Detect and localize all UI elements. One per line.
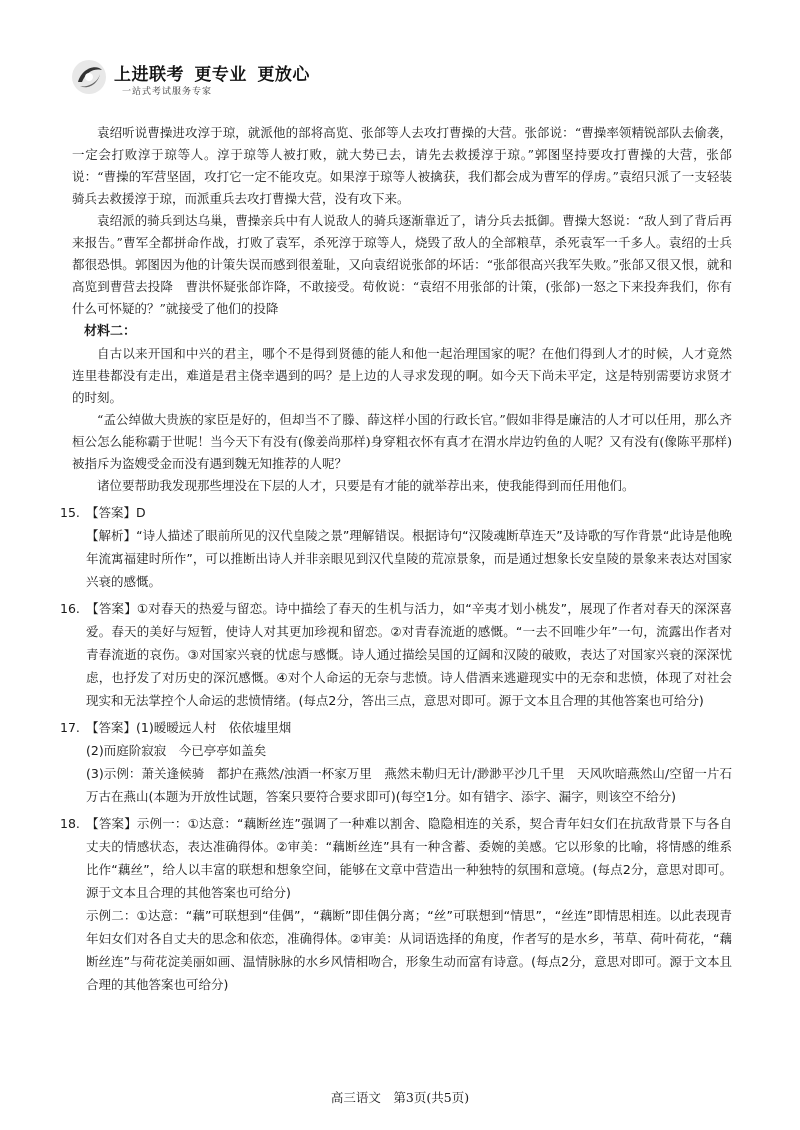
- material-2-label: 材料二：: [84, 324, 137, 339]
- paragraph: 袁绍派的骑兵到达乌巢，曹操亲兵中有人说敌人的骑兵逐渐靠近了，请分兵去抵御。曹操大怒说：“敌人到了背后再来报告。”曹军全都拼命作战，打败了袁军，杀死淳于琼等人，烧毁了敌人的全部粮草，杀死袁军一千多人。袁绍的士兵都很恐惧。郭图因为他的计策失误而感到很羞耻，又向袁绍说张郃的坏话：“张郃很高兴我军失败。”张郃又很又恨，就和高览到曹营去投降 曹洪怀疑张郃诈降，不敢接受。荀攸说：“袁绍不用张郃的计策，(张郃)一怒之下来投奔我们，你有什么可怀疑的？”就接受了他们的投降: [72, 213, 732, 316]
- answer-15-explanation: 【解析】“诗人描述了眼前所见的汉代皇陵之景”理解错误。根据诗句“汉陵魂断草连天”及诗歌的写作背景“此诗是他晚年流寓福建时所作”，可以推断出诗人并非亲眼见到汉代皇陵的荒凉景象，而是通过想象长安皇陵的景象来表达对国家兴衰的感慨。: [86, 528, 732, 589]
- brand-part-1: 上进联考: [114, 65, 184, 85]
- brand-slogan: [114, 60, 314, 85]
- question-number: 17.: [60, 720, 80, 735]
- answer-18-example-2: 示例二：①达意：“藕”可联想到“佳偶”，“藕断”即佳偶分离；“丝”可联想到“情思”，“丝连”即情思相连。以此表现青年妇女们对各自丈夫的思念和依恋，准确得体。②审美：从词语选择的角度，作者写的是水乡，苇草、荷叶荷花，“藕断丝连”与荷花淀美丽如画、温情脉脉的水乡风情相吻合，形象生动而富有诗意。(每点2分，意思对即可。源于文本且合理的其他答案也可给分): [86, 908, 732, 992]
- question-number: 15.: [60, 505, 80, 520]
- answer-18: [60, 812, 732, 904]
- answer-17-line-3: (3)示例：萧关逢候骑 都护在燕然/浊酒一杯家万里 燕然未勒归无计/渺渺平沙几千里 天风吹暗燕然山/空留一片石 万古在燕山(本题为开放性试题，答案只要符合要求即可)(每空1分。如有错字、添字、漏字，则该空不给分): [86, 766, 745, 804]
- answer-head: 【答案】示例一：①达意：“藕断丝连”强调了一种难以割舍、隐隐相连的关系，契合青年妇女们在抗敌背景下与各自丈夫的情感状态，表达准确得体。②审美：“藕断丝连”具有一种含蓄、委婉的美感。它以形象的比喻，将情感的维系比作“藕丝”，给人以丰富的联想和想象空间，能够在文章中营造出一种独特的氛围和意境。(每点2分，意思对即可。源于文本且合理的其他答案也可给分): [86, 816, 732, 900]
- paragraph: 自古以来开国和中兴的君主，哪个不是得到贤德的能人和他一起治理国家的呢？在他们得到人才的时候，人才竟然连里巷都没有走出，难道是君主侥幸遇到的吗？是上边的人寻求发现的啊。如今天下尚未平定，这是特别需要访求贤才的时刻。: [72, 346, 732, 405]
- answer-17: [60, 716, 732, 739]
- answer-head: 【答案】(1)暧暧远人村 依依墟里烟: [86, 720, 292, 735]
- page-content: [60, 122, 745, 996]
- answer-head: 【答案】D: [86, 505, 146, 520]
- brand-part-3: 更放心: [257, 65, 310, 85]
- brand-part-2: 更专业: [194, 65, 247, 85]
- paragraph: 袁绍听说曹操进攻淳于琼，就派他的部将高览、张郃等人去攻打曹操的大营。张郃说：“曹操率领精锐部队去偷袭，一定会打败淳于琼等人。淳于琼等人被打败，就大势已去，请先去救援淳于琼。”郭图坚持要攻打曹操的大营，张郃说：“曹操的军营坚固，攻打它一定不能攻克。如果淳于琼等人被擒获，我们都会成为曹军的俘虏。”袁绍只派了一支轻装骑兵去救援淳于琼，而派重兵去攻打曹操大营，没有攻下来。: [72, 125, 732, 206]
- header: [70, 58, 350, 98]
- paragraph: 诸位要帮助我发现那些埋没在下层的人才，只要是有才能的就举荐出来，使我能得到而任用他们。: [97, 478, 635, 493]
- paragraph: “孟公绰做大贵族的家臣是好的，但却当不了滕、薛这样小国的行政长官。”假如非得是廉洁的人才可以任用，那么齐桓公怎么能称霸于世呢！当今天下有没有(像姜尚那样)身穿粗衣怀有真才在渭水岸边钓鱼的人呢？又有没有(像陈平那样)被指斥为盗嫂受金而没有遇到魏无知推荐的人呢？: [72, 412, 732, 471]
- answer-16: [60, 597, 732, 712]
- answer-head: 【答案】①对春天的热爱与留恋。诗中描绘了春天的生机与活力，如“辛夷才划小桃发”，展现了作者对春天的深深喜爱。春天的美好与短暂，使诗人对其更加珍视和留恋。②对青春流逝的感慨。“一去不回唯少年”一句，流露出作者对青春流逝的哀伤。③对国家兴衰的忧虑与感慨。诗人通过描绘吴国的辽阔和汉陵的破败，表达了对国家兴衰的深深忧虑，也抒发了对历史的深沉感慨。④对个人命运的无奈与悲愤。诗人借酒来逃避现实中的无奈和悲愤，体现了对社会现实和无法掌控个人命运的悲愤情绪。(每点2分，答出三点，意思对即可。源于文本且合理的其他答案也可给分): [86, 601, 732, 708]
- logo-icon: [70, 58, 108, 96]
- question-number: 18.: [60, 816, 80, 831]
- question-number: 16.: [60, 601, 80, 616]
- answer-15: [60, 501, 732, 524]
- tagline: 一站式考试服务专家: [122, 87, 213, 97]
- page-footer: 高三语文 第3页(共5页): [330, 1090, 470, 1105]
- answer-17-line-2: (2)而庭阶寂寂 今已亭亭如盖矣: [86, 743, 267, 758]
